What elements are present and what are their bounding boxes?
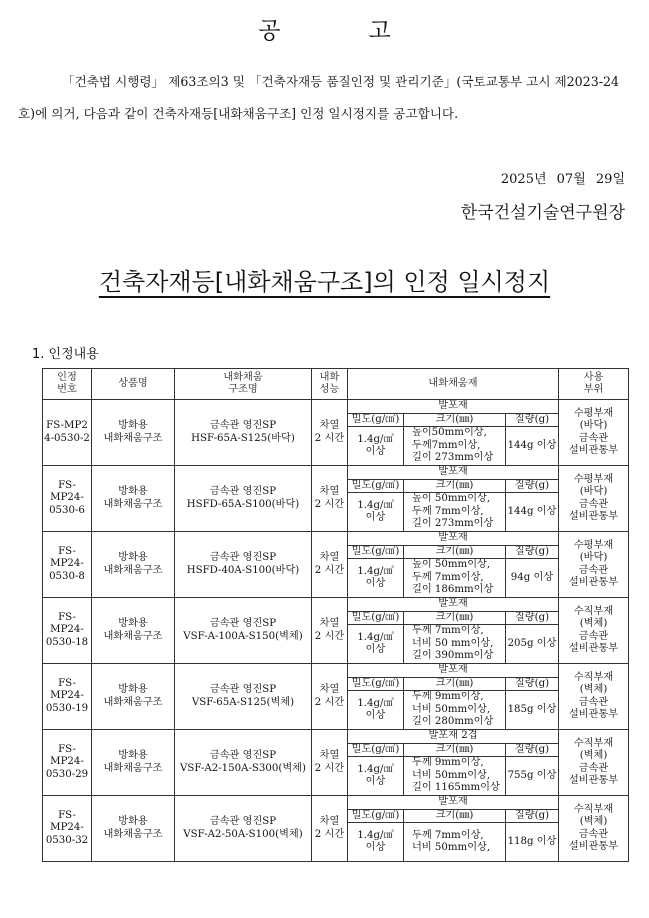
weight-value: 144g 이상 — [506, 427, 559, 466]
cert-number: FS-MP24- 0530-6 — [43, 466, 92, 532]
structure-name: 금속관 영진SP VSF-A-100A-S150(벽체) — [175, 598, 312, 664]
fire-performance: 차열 2 시간 — [312, 664, 348, 730]
size-value: 두께 9mm이상, 너비 50mm이상, 길이 1165mm이상 — [404, 757, 506, 796]
structure-name: 금속관 영진SP HSFD-65A-S100(바닥) — [175, 466, 312, 532]
size-value: 높이50mm이상, 두께7mm이상, 길이 273mm이상 — [404, 427, 506, 466]
material-name: 발포재 — [348, 664, 559, 678]
notice-date: 2025년 07월 29일 — [500, 172, 625, 187]
density-value: 1.4g/㎤ 이상 — [348, 427, 404, 466]
subheader-weight: 질량(g) — [506, 677, 559, 691]
header-cert-no: 인정 번호 — [43, 369, 92, 400]
subheader-size: 크기(㎜) — [404, 545, 506, 559]
subheader-density: 밀도(g/㎤) — [348, 413, 404, 427]
cert-number: FS-MP24- 0530-18 — [43, 598, 92, 664]
subheader-size: 크기(㎜) — [404, 677, 506, 691]
header-performance: 내화 성능 — [312, 369, 348, 400]
density-value: 1.4g/㎤ 이상 — [348, 691, 404, 730]
structure-name: 금속관 영진SP HSFD-40A-S100(바닥) — [175, 532, 312, 598]
weight-value: 118g 이상 — [506, 823, 559, 862]
size-value: 두께 9mm이상, 너비 50mm이상, 길이 280mm이상 — [404, 691, 506, 730]
material-name: 발포재 — [348, 466, 559, 480]
structure-name: 금속관 영진SP VSF-65A-S125(벽체) — [175, 664, 312, 730]
fire-performance: 차열 2 시간 — [312, 400, 348, 466]
usage-location: 수직부재 (벽체) 금속관 설비관통부 — [559, 796, 629, 862]
table-row — [43, 796, 629, 810]
product-name: 방화용 내화채움구조 — [92, 796, 175, 862]
size-value: 두께 7mm이상, 너비 50 mm이상, 길이 390mm이상 — [404, 625, 506, 664]
fire-performance: 차열 2 시간 — [312, 598, 348, 664]
subheader-weight: 질량(g) — [506, 545, 559, 559]
table-row — [43, 532, 629, 546]
size-value: 높이 50mm이상, 두께 7mm이상, 길이 186mm이상 — [404, 559, 506, 598]
heading-char-2: 고 — [368, 18, 391, 44]
notice-heading — [0, 12, 649, 45]
document-title — [0, 262, 649, 297]
structure-name: 금속관 영진SP HSF-65A-S125(바닥) — [175, 400, 312, 466]
size-value: 높이 50mm이상, 두께 7mm이상, 길이 273mm이상 — [404, 493, 506, 532]
header-material: 내화채움재 — [348, 369, 559, 400]
product-name: 방화용 내화채움구조 — [92, 532, 175, 598]
subheader-density: 밀도(g/㎤) — [348, 479, 404, 493]
weight-value: 185g 이상 — [506, 691, 559, 730]
header-location: 사용 부위 — [559, 369, 629, 400]
product-name: 방화용 내화채움구조 — [92, 664, 175, 730]
table-header-row — [43, 369, 629, 400]
table-row — [43, 598, 629, 612]
density-value: 1.4g/㎤ 이상 — [348, 559, 404, 598]
fire-performance: 차열 2 시간 — [312, 466, 348, 532]
certification-table — [42, 368, 629, 862]
table-row — [43, 400, 629, 414]
section-title: 1. 인정내용 — [32, 347, 99, 362]
notice-paragraph: 「건축법 시행령」 제63조의3 및 「건축자재등 품질인정 및 관리기준」(국토교통부 고시 제2023-24호)에 의거, 다음과 같이 건축자재등[내화채움구조] 인정 일시정지를 공고합니다. — [18, 74, 619, 121]
material-name: 발포재 — [348, 400, 559, 414]
table-row — [43, 664, 629, 678]
weight-value: 94g 이상 — [506, 559, 559, 598]
subheader-size: 크기(㎜) — [404, 413, 506, 427]
cert-number: FS-MP24- 0530-29 — [43, 730, 92, 796]
subheader-size: 크기(㎜) — [404, 611, 506, 625]
density-value: 1.4g/㎤ 이상 — [348, 757, 404, 796]
material-name: 발포재 — [348, 598, 559, 612]
fire-performance: 차열 2 시간 — [312, 730, 348, 796]
cert-number: FS-MP24- 0530-19 — [43, 664, 92, 730]
density-value: 1.4g/㎤ 이상 — [348, 493, 404, 532]
subheader-weight: 질량(g) — [506, 809, 559, 823]
cert-number: FS-MP24- 0530-8 — [43, 532, 92, 598]
structure-name: 금속관 영진SP VSF-A2-50A-S100(벽체) — [175, 796, 312, 862]
fire-performance: 차열 2 시간 — [312, 532, 348, 598]
cert-number: FS-MP2 4-0530-2 — [43, 400, 92, 466]
subheader-size: 크기(㎜) — [404, 743, 506, 757]
subheader-density: 밀도(g/㎤) — [348, 809, 404, 823]
subheader-size: 크기(㎜) — [404, 809, 506, 823]
weight-value: 144g 이상 — [506, 493, 559, 532]
product-name: 방화용 내화채움구조 — [92, 466, 175, 532]
subheader-density: 밀도(g/㎤) — [348, 677, 404, 691]
material-name: 발포재 — [348, 796, 559, 810]
weight-value: 755g 이상 — [506, 757, 559, 796]
structure-name: 금속관 영진SP VSF-A2-150A-S300(벽체) — [175, 730, 312, 796]
subheader-weight: 질량(g) — [506, 743, 559, 757]
heading-char-1: 공 — [258, 18, 281, 44]
usage-location: 수평부재 (바닥) 금속관 설비관통부 — [559, 466, 629, 532]
subheader-density: 밀도(g/㎤) — [348, 743, 404, 757]
product-name: 방화용 내화채움구조 — [92, 400, 175, 466]
density-value: 1.4g/㎤ 이상 — [348, 625, 404, 664]
fire-performance: 차열 2 시간 — [312, 796, 348, 862]
usage-location: 수직부재 (벽체) 금속관 설비관통부 — [559, 664, 629, 730]
header-structure: 내화채움 구조명 — [175, 369, 312, 400]
weight-value: 205g 이상 — [506, 625, 559, 664]
usage-location: 수직부재 (벽체) 금속관 설비관통부 — [559, 598, 629, 664]
subheader-density: 밀도(g/㎤) — [348, 611, 404, 625]
density-value: 1.4g/㎤ 이상 — [348, 823, 404, 862]
subheader-weight: 질량(g) — [506, 413, 559, 427]
table-row — [43, 466, 629, 480]
table-row — [43, 730, 629, 744]
issuing-organization: 한국건설기술연구원장 — [460, 203, 625, 223]
usage-location: 수직부재 (벽체) 금속관 설비관통부 — [559, 730, 629, 796]
material-name: 발포재 2겹 — [348, 730, 559, 744]
product-name: 방화용 내화채움구조 — [92, 730, 175, 796]
header-product: 상품명 — [92, 369, 175, 400]
document-title-text: 건축자재등[내화채움구조]의 인정 일시정지 — [98, 268, 551, 296]
size-value: 두께 7mm이상, 너비 50mm이상, — [404, 823, 506, 862]
subheader-density: 밀도(g/㎤) — [348, 545, 404, 559]
usage-location: 수평부재 (바닥) 금속관 설비관통부 — [559, 532, 629, 598]
material-name: 발포재 — [348, 532, 559, 546]
subheader-weight: 질량(g) — [506, 611, 559, 625]
product-name: 방화용 내화채움구조 — [92, 598, 175, 664]
subheader-weight: 질량(g) — [506, 479, 559, 493]
usage-location: 수평부재 (바닥) 금속관 설비관통부 — [559, 400, 629, 466]
cert-number: FS-MP24- 0530-32 — [43, 796, 92, 862]
subheader-size: 크기(㎜) — [404, 479, 506, 493]
